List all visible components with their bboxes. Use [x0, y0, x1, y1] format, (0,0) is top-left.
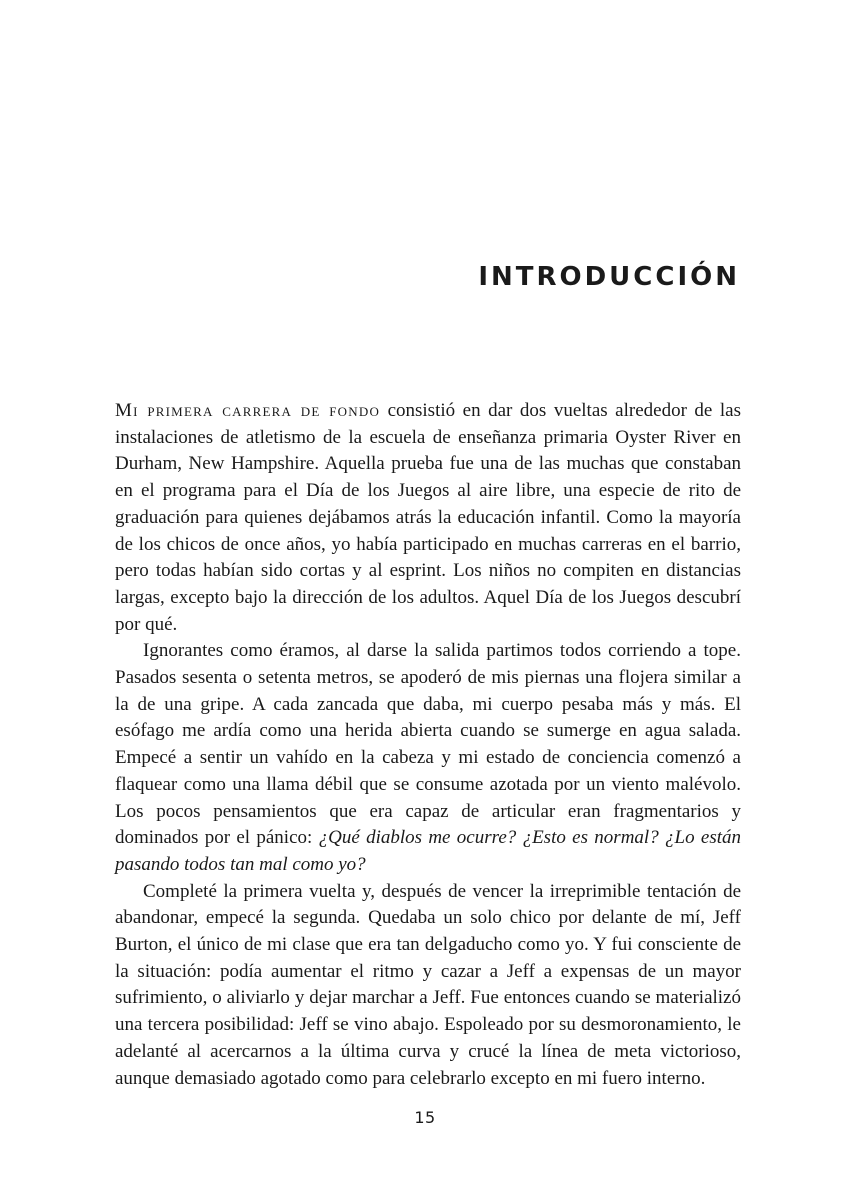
chapter-body: [115, 398, 741, 1092]
page-number: 15: [414, 1108, 436, 1127]
paragraph-text: Completé la primera vuelta y, después de vencer la irreprimible tentación de abandonar, empecé la segunda. Quedaba un solo chico por delante de mí, Jeff Burton, el único de mi clase que era tan delgaducho como yo. Y fui consciente de la situación: podía aumentar el ritmo y cazar a Jeff a expensas de un mayor sufrimiento, o aliviarlo y dejar marchar a Jeff. Fue entonces cuando se materializó una tercera posibilidad: Jeff se vino abajo. Espoleado por su desmoronamiento, le adelanté al acercarnos a la última curva y crucé la línea de meta victorioso, aunque demasiado agotado como para celebrarlo excepto en mi fuero interno.: [115, 880, 741, 1089]
paragraph-1: [115, 398, 741, 638]
paragraph-lead-in: Mi primera carrera de fondo: [115, 400, 381, 421]
paragraph-3: [115, 879, 741, 1093]
paragraph-text: consistió en dar dos vueltas alrededor de las instalaciones de atletismo de la escuela de enseñanza primaria Oyster River en Durham, New Hampshire. Aquella prueba fue una de las muchas que constaban en el programa para el Día de los Juegos al aire libre, una especie de rito de graduación para quienes dejábamos atrás la educación infantil. Como la mayoría de los chicos de once años, yo había participado en muchas carreras en el barrio, pero todas habían sido cortas y al esprint. Los niños no compiten en distancias largas, excepto bajo la dirección de los adultos. Aquel Día de los Juegos descubrí por qué.: [115, 400, 741, 635]
paragraph-text: Ignorantes como éramos, al darse la salida partimos todos corriendo a tope. Pasados sesenta o setenta metros, se apoderó de mis piernas una flojera similar a la de una gripe. A cada zancada que daba, mi cuerpo pesaba más y más. El esófago me ardía como una herida abierta cuando se sumerge en agua salada. Empecé a sentir un vahído en la cabeza y mi estado de conciencia comenzó a flaquear como una llama débil que se consume azotada por un viento malévolo. Los pocos pensamientos que era capaz de articular eran fragmentarios y dominados por el pánico:: [115, 640, 741, 849]
chapter-title: INTRODUCCIÓN: [478, 262, 740, 292]
paragraph-italic-thoughts: ¿Qué diablos me ocurre? ¿Esto es normal? ¿Lo están pasando todos tan mal como yo?: [115, 827, 741, 875]
paragraph-2: [115, 638, 741, 878]
